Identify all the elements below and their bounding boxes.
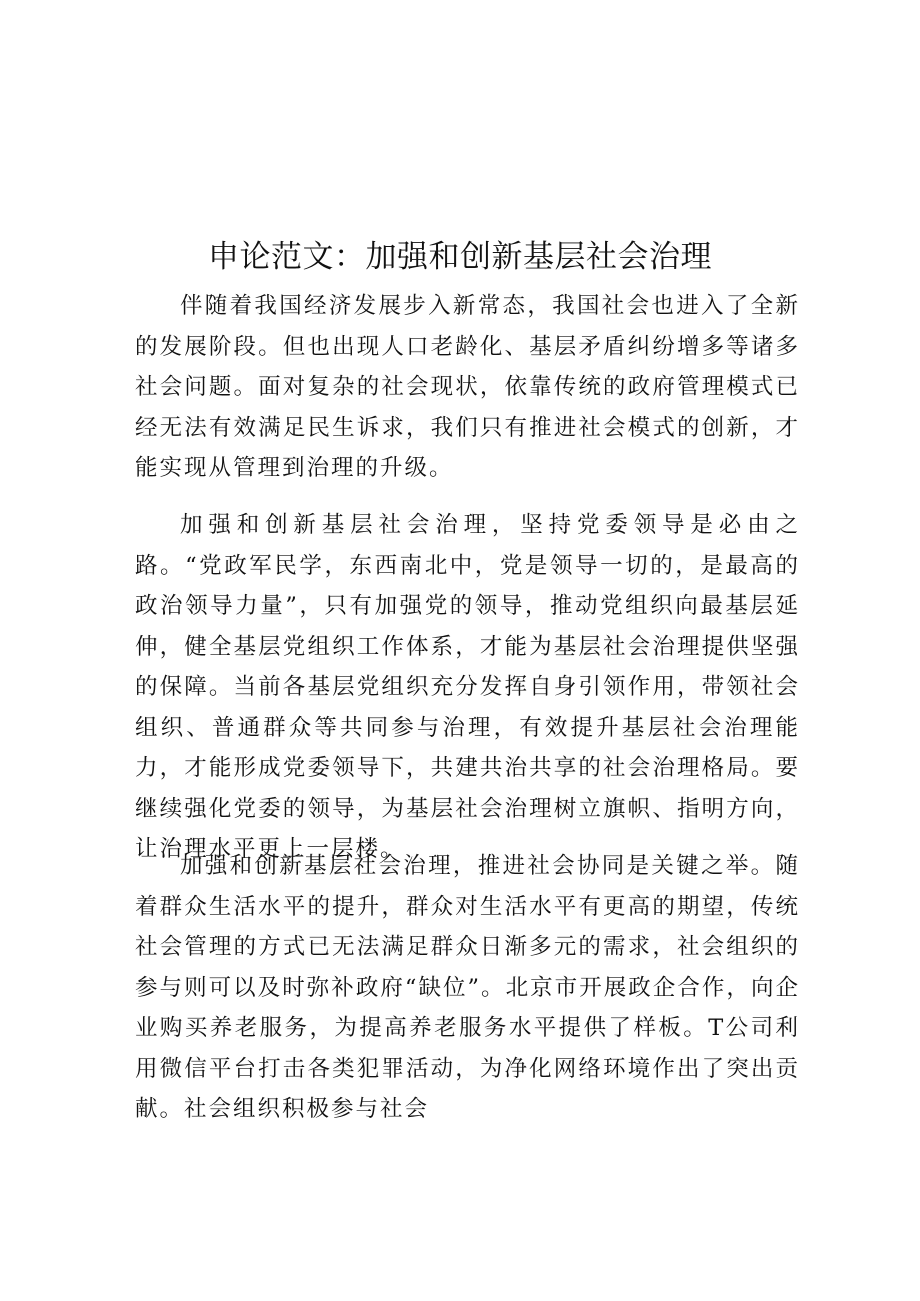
paragraph-social-coordination: 加强和创新基层社会治理，推进社会协同是关键之举。随着群众生活水平的提升，群众对生活水平有更高的期望，传统社会管理的方式已无法满足群众日渐多元的需求，社会组织的参与则可以及时弥补政府“缺位”。北京市开展政企合作，向企业购买养老服务，为提高养老服务水平提供了样板。T公司利用微信平台打击各类犯罪活动，为净化网络环境作出了突出贡献。社会组织积极参与社会 [135, 853, 800, 1122]
paragraph-party-leadership: 加强和创新基层社会治理，坚持党委领导是必由之路。“党政军民学，东西南北中，党是领导一切的，是最高的政治领导力量”，只有加强党的领导，推动党组织向最基层延伸，健全基层党组织工作体系，才能为基层社会治理提供坚强的保障。当前各基层党组织充分发挥自身引领作用，带领社会组织、普通群众等共同参与治理，有效提升基层社会治理能力，才能形成党委领导下，共建共治共享的社会治理格局。要继续强化党委的领导，为基层社会治理树立旗帜、指明方向，让治理水平更上一层楼。 [135, 512, 800, 862]
paragraph-intro: 伴随着我国经济发展步入新常态，我国社会也进入了全新的发展阶段。但也出现人口老龄化、基层矛盾纠纷增多等诸多社会问题。面对复杂的社会现状，依靠传统的政府管理模式已经无法有效满足民生诉求，我们只有推进社会模式的创新，才能实现从管理到治理的升级。 [135, 293, 800, 481]
document-title: 申论范文：加强和创新基层社会治理 [208, 239, 712, 275]
